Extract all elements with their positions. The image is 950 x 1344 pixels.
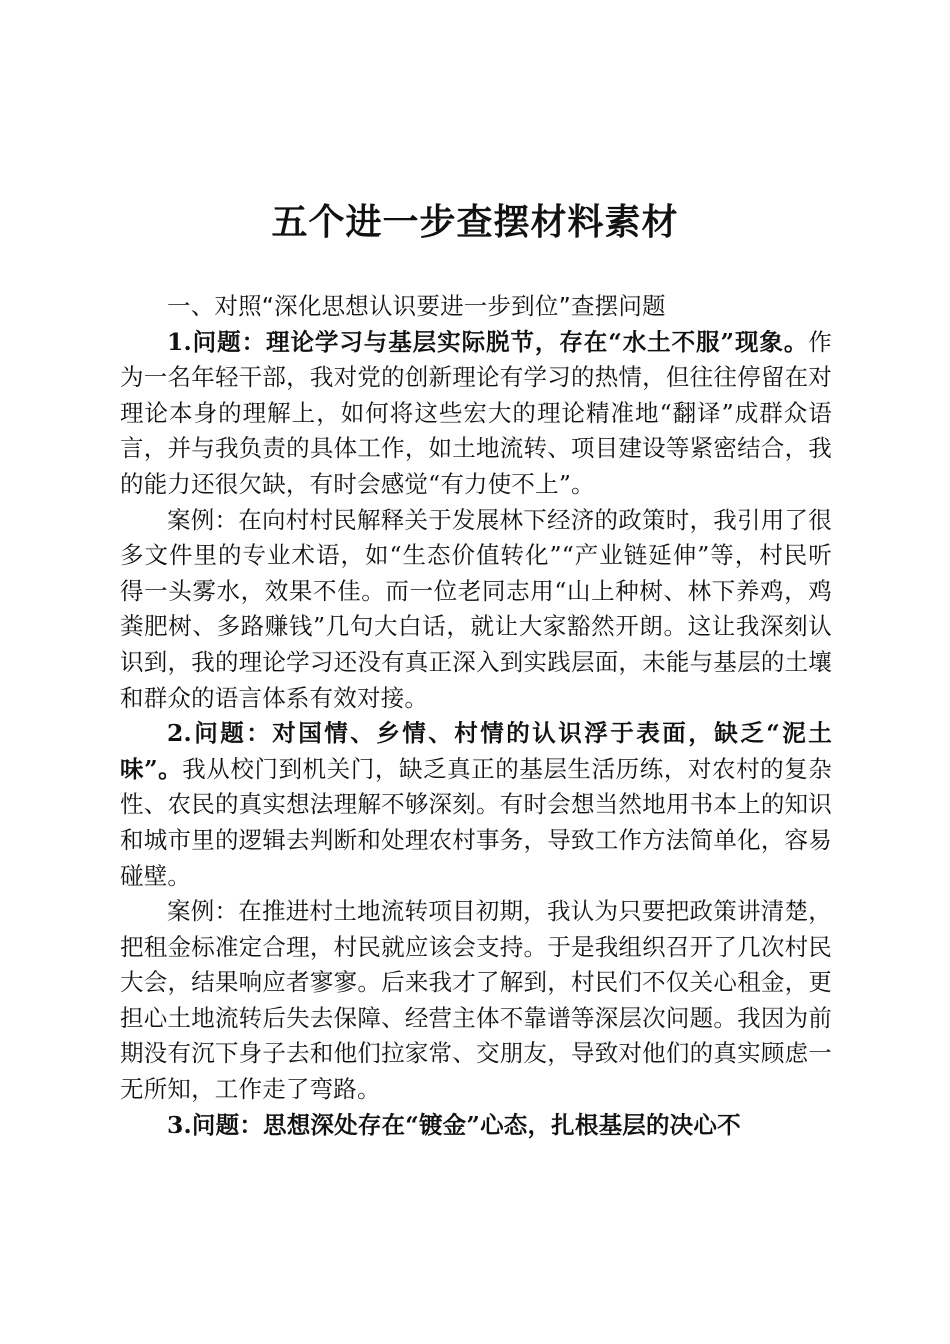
problem-title-1: 1.问题：理论学习与基层实际脱节，存在“水土不服”现象。 [167, 327, 809, 356]
problem-title-2: 2.问题：对国情、乡情、村情的认识浮于表面，缺乏“泥土味”。 [120, 719, 832, 783]
document-title: 五个进一步查摆材料素材 [271, 201, 679, 243]
case-paragraph-1: 案例：在向村村民解释关于发展林下经济的政策时，我引用了很多文件里的专业术语，如“生态价值转化”“产业链延伸”等，村民听得一头雾水，效果不佳。而一位老同志用“山上种树、林下养鸡，鸡粪肥树、多路赚钱”几句大白话，就让大家豁然开朗。这让我深刻认识到，我的理论学习还没有真正深入到实践层面，未能与基层的土壤和群众的语言体系有效对接。 [120, 505, 832, 712]
problem-title-3: 3.问题：思想深处存在“镀金”心态，扎根基层的决心不 [167, 1110, 741, 1139]
case-paragraph-2: 案例：在推进村土地流转项目初期，我认为只要把政策讲清楚，把租金标准定合理，村民就应该会支持。于是我组织召开了几次村民大会，结果响应者寥寥。后来我才了解到，村民们不仅关心租金，更担心土地流转后失去保障、经营主体不靠谱等深层次问题。我因为前期没有沉下身子去和他们拉家常、交朋友，导致对他们的真实顾虑一无所知，工作走了弯路。 [120, 897, 832, 1104]
problem-paragraph-1 [120, 325, 832, 503]
problem-description-1: 作为一名年轻干部，我对党的创新理论有学习的热情，但往往停留在对理论本身的理解上，如何将这些宏大的理论精准地“翻译”成群众语言，并与我负责的具体工作，如土地流转、项目建设等紧密结合，我的能力还很欠缺，有时会感觉“有力使不上”。 [120, 327, 832, 498]
section-heading: 一、对照“深化思想认识要进一步到位”查摆问题 [167, 292, 666, 320]
problem-description-2: 我从校门到机关门，缺乏真正的基层生活历练，对农村的复杂性、农民的真实想法理解不够深刻。有时会想当然地用书本上的知识和城市里的逻辑去判断和处理农村事务，导致工作方法简单化，容易碰壁。 [120, 754, 832, 890]
document-body [120, 289, 832, 1143]
problem-paragraph-2 [120, 716, 832, 894]
problem-paragraph-3 [120, 1108, 832, 1144]
